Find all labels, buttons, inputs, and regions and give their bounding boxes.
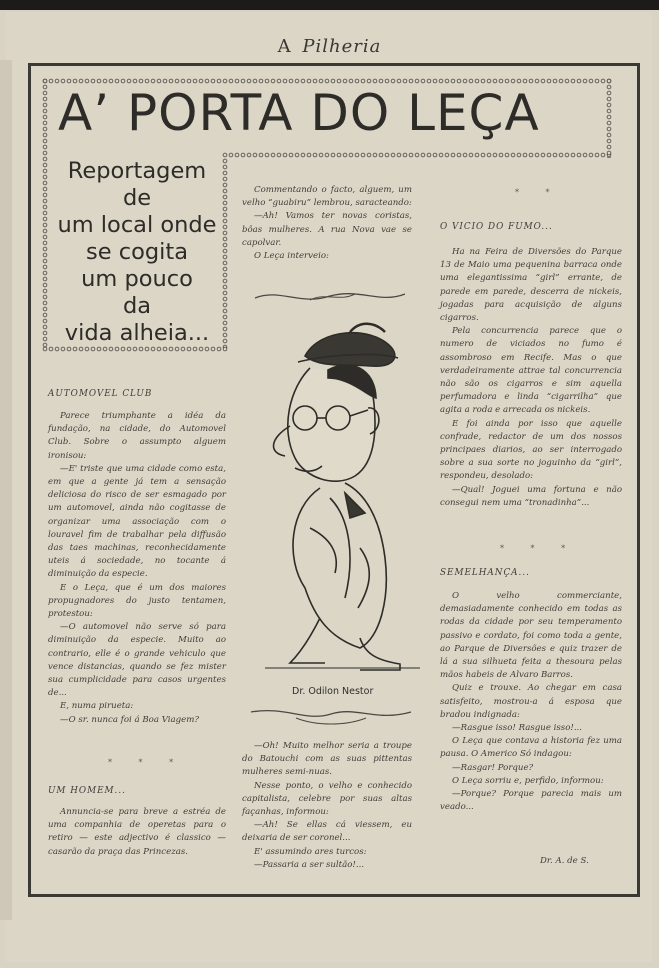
left-binding-edge bbox=[0, 60, 12, 920]
paragraph: E o Leça, que é um dos maiores propugnadores do justo tentamen, protestou: bbox=[48, 582, 226, 620]
caricature-illustration bbox=[250, 318, 425, 674]
section-heading-semelhanca: SEMELHANÇA... bbox=[440, 568, 530, 578]
subtitle-line: da bbox=[122, 293, 152, 319]
section-divider-stars: * * * bbox=[108, 758, 186, 767]
article-subtitle bbox=[52, 158, 222, 347]
magazine-header bbox=[0, 36, 659, 57]
paragraph: —O sr. nunca foi á Boa Viagem? bbox=[60, 714, 199, 725]
magazine-header-a: A bbox=[277, 36, 292, 57]
paragraph: —Oh! Muito melhor seria a troupe do Batouchi com as suas pittentas mulheres semi-nuas. bbox=[242, 741, 412, 778]
paragraph: —Ah! Se ellas cá viessem, eu deixaria de ser coronel... bbox=[242, 820, 412, 844]
illustration-caption: Dr. Odilon Nestor bbox=[292, 686, 374, 697]
paragraph: O Leça que contava a historia fez uma pausa. O Americo Só indagou: bbox=[440, 736, 622, 760]
subtitle-line: um pouco bbox=[81, 266, 193, 292]
paragraph: Parece triumphante a idéa da fundação, na cidade, do Automovel Club. Sobre o assumpto alguem ironisou: bbox=[48, 411, 226, 461]
subtitle-line: Reportagem bbox=[67, 158, 207, 184]
subtitle-line: um local onde bbox=[57, 212, 217, 238]
column-2-text-b bbox=[242, 740, 412, 872]
paragraph: O Leça interveio: bbox=[254, 251, 329, 262]
ornament-subtitle-right-border bbox=[222, 152, 228, 350]
section-heading-automovel-club: AUTOMOVEL CLUB bbox=[48, 389, 153, 399]
paragraph: E, numa pirueta: bbox=[60, 701, 134, 712]
article-title: A’ PORTA DO LEÇA bbox=[58, 84, 540, 142]
paragraph: —Qual! Joguei uma fortuna e não consegui nem uma “tronadinha”... bbox=[440, 484, 622, 508]
paragraph: —O automovel não serve só para diminuição da especie. Muito ao contrario, elle é o grande vehiculo que vence distancias, quando se fez mister sua cumplicidade para casos urgentes de... bbox=[48, 622, 226, 699]
paragraph: E' assumindo ares turcos: bbox=[254, 846, 367, 857]
decorative-flourish-bottom bbox=[246, 704, 416, 726]
column-3-text-b bbox=[440, 590, 622, 814]
paragraph: O velho commerciante, demasiadamente conhecido em todas as rodas da cidade por seu temperamento passivo e cordato, foi como toda a gente, ao Parque de Diversões e quiz trazer de lá a sua silhueta feita a thesoura pelas mãos habeis de Alvaro Barros. bbox=[440, 591, 622, 681]
magazine-name: Pilheria bbox=[302, 36, 382, 57]
paragraph: Commentando o facto, alguem, um velho “guabiru” lembrou, saracteando: bbox=[242, 185, 412, 209]
section-divider-stars: * * * bbox=[500, 544, 578, 553]
paragraph: Ha na Feira de Diversões do Parque 13 de Maio uma pequenina barraca onde uma elegantissima “girl” errante, de parede em parede, descerra de nickeis, jogadas para acquisição de alguns cigarros. bbox=[440, 247, 622, 324]
paragraph: —Rasgar! Porque? bbox=[452, 762, 534, 773]
paragraph: —Ah! Vamos ter novas coristas, bôas mulheres. A rua Nova vae se capolvar. bbox=[242, 211, 412, 248]
ornament-title-underline bbox=[228, 152, 612, 158]
paragraph: —Rasgue isso! Rasgue isso!... bbox=[452, 723, 583, 734]
paragraph: Pela concurrencia parece que o numero de viciados no fumo é assombroso em Recife. Mas o que verdadeiramente attrae tal concurrencia não são os cigarros e sim aquella perfumadora e linda “cigarrilha” que agita a roda e arrecada os nickeis. bbox=[440, 326, 622, 416]
paragraph: Quiz e trouxe. Ao chegar em casa satisfeito, mostrou-a á esposa que bradou indignada: bbox=[440, 683, 622, 720]
ornament-left-border bbox=[42, 78, 48, 350]
column-1-text-a bbox=[48, 410, 226, 727]
column-2-text-a bbox=[242, 184, 412, 263]
decorative-flourish-top bbox=[250, 286, 410, 306]
paragraph: O Leça sorriu e, perfido, informou: bbox=[452, 775, 604, 786]
paragraph: E foi ainda por isso que aquelle confrade, redactor de um dos nossos principaes diarios, ao ser interrogado sobre a sua sorte no joguinho da “girl”, respondeu, desolado: bbox=[440, 418, 622, 482]
section-heading-um-homem: UM HOMEM... bbox=[48, 786, 126, 796]
paragraph: —E' triste que uma cidade como esta, em que a gente já tem a sensação deliciosa do risco de ser esmagado por um automovel, ainda não cogitasse de organizar uma associação com o louravel fim de trabalhar pela diffusão das taes machinas, reconhecidamente uteis á sociedade, no tocante á diminuição da especie. bbox=[48, 463, 226, 580]
author-signature: Dr. A. de S. bbox=[540, 856, 589, 866]
paragraph: Annuncia-se para breve a estréa de uma companhia de operetas para o retiro — este adjectivo é classico — casarão da praça das Princezas. bbox=[48, 807, 226, 857]
section-heading-vicio-do-fumo: O VICIO DO FUMO... bbox=[440, 222, 553, 232]
paragraph: —Passaria a ser sultão!... bbox=[254, 859, 365, 870]
top-edge-band bbox=[0, 0, 659, 10]
paragraph: —Porque? Porque parecia mais um veado... bbox=[440, 789, 622, 813]
column-3-text-a bbox=[440, 246, 622, 510]
column-1-text-b bbox=[48, 806, 226, 859]
paragraph: Nesse ponto, o velho e conhecido capitalista, celebre por suas altas façanhas, informou: bbox=[242, 780, 412, 818]
subtitle-line: de bbox=[122, 185, 152, 211]
section-divider-stars: * * bbox=[515, 188, 562, 197]
subtitle-line: se cogita bbox=[86, 239, 188, 265]
subtitle-line: vida alheia... bbox=[64, 320, 210, 346]
